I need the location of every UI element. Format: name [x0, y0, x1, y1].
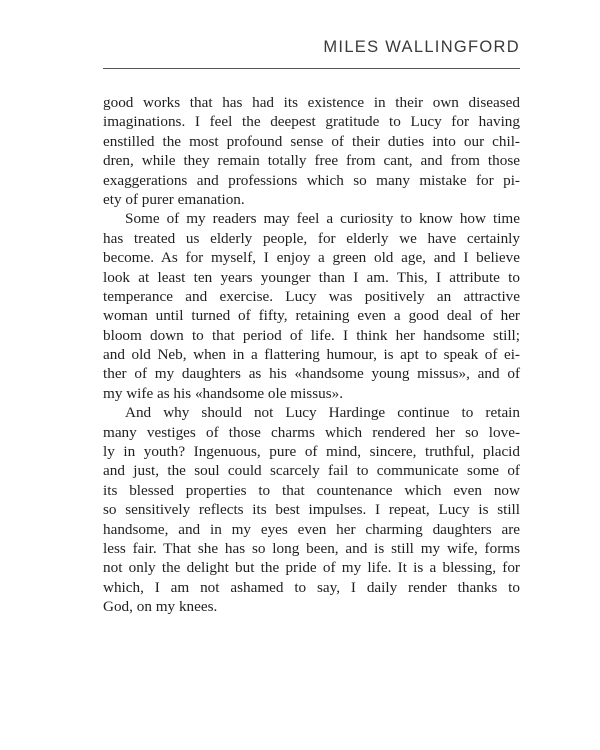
paragraph: [103, 209, 520, 403]
text-line: God, on my knees.: [103, 598, 218, 616]
text-line: has treated us elderly people, for elderly we have certainly: [103, 229, 520, 247]
paragraph: [103, 93, 520, 209]
text-line: And why should not Lucy Hardinge continue to retain: [125, 404, 520, 422]
text-line: exaggerations and professions which so many mistake for pi-: [103, 171, 520, 189]
text-line: good works that has had its existence in their own diseased: [103, 94, 520, 111]
text-line: become. As for myself, I enjoy a green old age, and I believe: [103, 249, 520, 267]
text-line: handsome, and in my eyes even her charming daughters are: [103, 520, 520, 538]
text-line: temperance and exercise. Lucy was positively an attractive: [103, 287, 520, 305]
text-line: not only the delight but the pride of my life. It is a blessing, for: [103, 559, 520, 577]
text-line: so sensitively reflects its best impulses. I repeat, Lucy is still: [103, 501, 520, 519]
running-head: MILES WALLINGFORD: [323, 38, 520, 56]
text-line: look at least ten years younger than I am. This, I attribute to: [103, 268, 520, 286]
paragraph: [103, 403, 520, 616]
text-line: bloom down to that period of life. I think her handsome still;: [103, 326, 520, 344]
text-line: ety of purer emanation.: [103, 190, 245, 208]
text-line: woman until turned of fifty, retaining even a good deal of her: [103, 307, 520, 325]
text-line: ly in youth? Ingenuous, pure of mind, sincere, truthful, placid: [103, 443, 520, 461]
text-line: its blessed properties to that countenance which even now: [103, 481, 520, 499]
text-line: many vestiges of those charms which rendered her so love-: [103, 423, 520, 441]
text-line: imaginations. I feel the deepest gratitude to Lucy for having: [103, 113, 520, 131]
text-line: my wife as his «handsome ole missus».: [103, 384, 344, 402]
text-line: enstilled the most profound sense of their duties into our chil-: [103, 132, 520, 150]
text-line: and old Neb, when in a flattering humour, is apt to speak of ei-: [103, 346, 520, 364]
text-line: which, I am not ashamed to say, I daily render thanks to: [103, 578, 520, 596]
text-line: ther of my daughters as his «handsome young missus», and of: [103, 365, 520, 383]
text-line: less fair. That she has so long been, and is still my wife, forms: [103, 539, 520, 557]
header-rule: [103, 68, 520, 69]
text-line: and just, the soul could scarcely fail to communicate some of: [103, 462, 520, 480]
text-line: Some of my readers may feel a curiosity to know how time: [125, 210, 520, 228]
body-text: [103, 93, 520, 617]
text-line: dren, while they remain totally free from cant, and from those: [103, 152, 520, 170]
